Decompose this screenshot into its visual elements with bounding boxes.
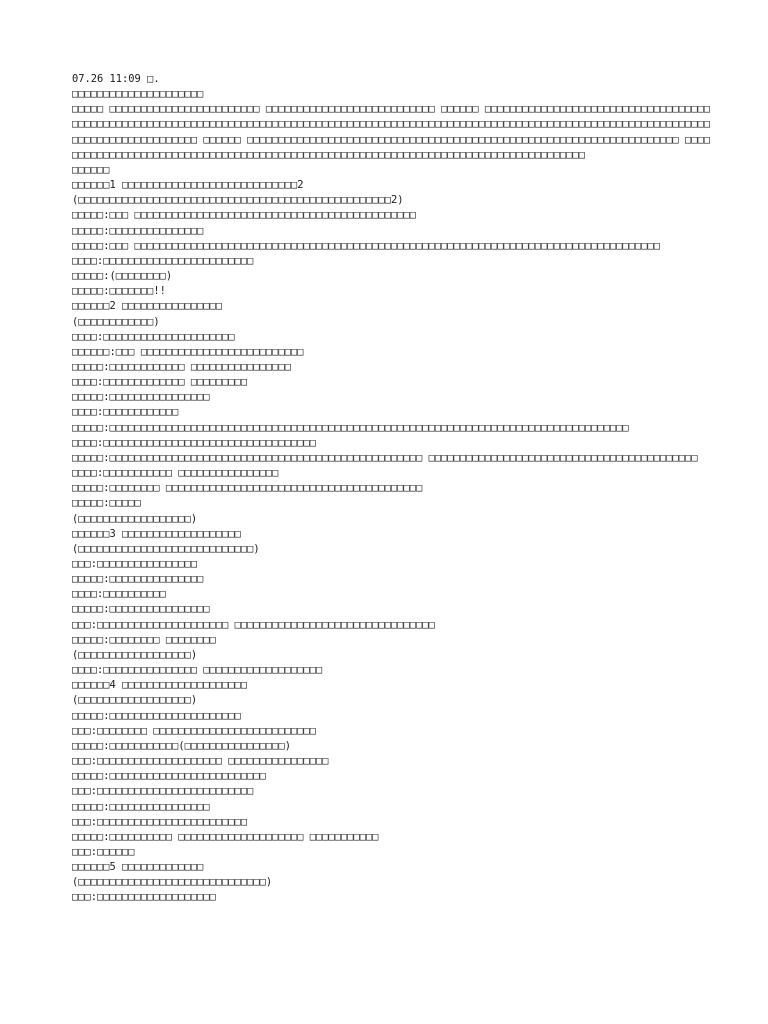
entry-1-field: □□□□□:□□□□□□□!!: [72, 285, 166, 298]
entry-3-field: □□□:□□□□□□□□□□□□□□□□: [72, 558, 198, 570]
entry-3-field: □□□□:□□□□□□□□□□: [72, 588, 166, 601]
entry-2-field: □□□□:□□□□□□□□□□□□□□□□□□□□□□□□□□□□□□□□□□: [72, 436, 316, 449]
entry-4-subtitle: (□□□□□□□□□□□□□□□□□□): [72, 694, 198, 707]
entry-4-field: □□□:□□□□□□□□□□□□□□□□□□□□□□□□: [72, 815, 248, 828]
entry-3-field: □□□:□□□□□□□□□□□□□□□□□□□□□ □□□□□□□□□□□□□□□□□□□□□□□□□□□□□□□□: [72, 618, 435, 631]
entry-2-note: (□□□□□□□□□□□□□□□□□□): [72, 512, 198, 525]
entry-4-field: □□□□□:□□□□□□□□□□□□□□□□□□□□□: [72, 709, 241, 722]
entry-1-subtitle: (□□□□□□□□□□□□□□□□□□□□□□□□□□□□□□□□□□□□□□□□□□□□□□□□□□2): [72, 194, 404, 207]
entry-3-field: □□□□□:□□□□□□□□□□□□□□□□: [72, 603, 210, 616]
entry-4-field: □□□:□□□□□□: [72, 845, 135, 858]
entry-3-note: (□□□□□□□□□□□□□□□□□□): [72, 648, 198, 661]
entry-2-field: □□□□□:□□□□□□□□ □□□□□□□□□□□□□□□□□□□□□□□□□□□□□□□□□□□□□□□□□: [72, 482, 423, 495]
entry-3-field: □□□□:□□□□□□□□□□□□□□□ □□□□□□□□□□□□□□□□□□□: [72, 664, 323, 677]
section-heading: □□□□□□: [72, 163, 110, 176]
entry-4-field: □□□:□□□□□□□□□□□□□□□□□□□□□□□□□: [72, 785, 254, 798]
entry-4-field: □□□:□□□□□□□□ □□□□□□□□□□□□□□□□□□□□□□□□□□: [72, 724, 316, 737]
entry-4-field: □□□□□:□□□□□□□□□□ □□□□□□□□□□□□□□□□□□□□ □□□□□□□□□□□: [72, 830, 379, 843]
entry-1-field: □□□□□:□□□ □□□□□□□□□□□□□□□□□□□□□□□□□□□□□□□□□□□□□□□□□□□□□□□□□□□□□□□□□□□□□□□□□□□□□□□□□□□□□□□□□□□□: [72, 239, 661, 252]
entry-4-field: □□□□□:□□□□□□□□□□□□□□□□□□□□□□□□□: [72, 770, 266, 783]
entry-2-field: □□□□□:□□□□□□□□□□□□ □□□□□□□□□□□□□□□□: [72, 360, 291, 373]
entry-4-field: □□□□□:□□□□□□□□□□□□□□□□: [72, 800, 210, 813]
entry-4-title: □□□□□□4 □□□□□□□□□□□□□□□□□□□□: [72, 679, 248, 692]
entry-2-title: □□□□□□2 □□□□□□□□□□□□□□□□: [72, 300, 223, 313]
entry-1-field: □□□□:□□□□□□□□□□□□□□□□□□□□□□□□: [72, 254, 254, 267]
entry-2-field: □□□□□:□□□□□□□□□□□□□□□□□□□□□□□□□□□□□□□□□□□□□□□□□□□□□□□□□□ □□□□□□□□□□□□□□□□□□□□□□□□□□□□□□□□□□□□□□□□□□□: [72, 451, 698, 464]
entry-5-subtitle: (□□□□□□□□□□□□□□□□□□□□□□□□□□□□□□): [72, 876, 273, 889]
entry-3-field: □□□□□:□□□□□□□□□□□□□□□: [72, 573, 204, 586]
entry-5-title: □□□□□□5 □□□□□□□□□□□□□: [72, 861, 204, 874]
document-title: □□□□□□□□□□□□□□□□□□□□□: [72, 88, 204, 101]
entry-3-field: □□□□□:□□□□□□□□ □□□□□□□□: [72, 633, 216, 646]
entry-2-field: □□□□:□□□□□□□□□□□□□□□□□□□□□: [72, 330, 235, 343]
entry-1-field: □□□□□:(□□□□□□□□): [72, 270, 173, 283]
entry-4-field: □□□□□:□□□□□□□□□□□(□□□□□□□□□□□□□□□□): [72, 739, 291, 752]
entry-1-field: □□□□□:□□□ □□□□□□□□□□□□□□□□□□□□□□□□□□□□□□□□□□□□□□□□□□□□□: [72, 209, 417, 222]
entry-1-field: □□□□□:□□□□□□□□□□□□□□□: [72, 224, 204, 237]
document-page: [72, 72, 712, 906]
entry-2-field: □□□□:□□□□□□□□□□□ □□□□□□□□□□□□□□□□: [72, 467, 279, 480]
entry-1-title: □□□□□□1 □□□□□□□□□□□□□□□□□□□□□□□□□□□□2: [72, 179, 304, 192]
entry-2-field: □□□□□:□□□□□□□□□□□□□□□□□□□□□□□□□□□□□□□□□□□□□□□□□□□□□□□□□□□□□□□□□□□□□□□□□□□□□□□□□□□□□□□□□□□: [72, 421, 629, 434]
entry-2-field: □□□□:□□□□□□□□□□□□□ □□□□□□□□□: [72, 376, 248, 389]
entry-5-field: □□□:□□□□□□□□□□□□□□□□□□□: [72, 891, 216, 904]
intro-paragraph: □□□□□ □□□□□□□□□□□□□□□□□□□□□□□□ □□□□□□□□□□□□□□□□□□□□□□□□□□□ □□□□□□ □□□□□□□□□□□□□□□□□□□□□□□□□□□□□□□□□□□□□□□□□□□□□□□□□□□□□□□□□□□□□□□□□□□□□□□□□□□□□□□□□□□□□□□□□□□□□□□□□□□□□□□□□□□□□□□□□□□□□□□□□□□□□□□□□□□□□□□□□□□□□□□□□□□□□□□□□□□□□□ □□□□□□ □□□□□□□□□□□□□□□□□□□□□□□□□□□□□□□□□□□□□□□□□□□□□□□□□□□□□□□□□□□□□□□□□□□□□ □□□□□□□□□□□□□□□□□□□□□□□□□□□□□□□□□□□□□□□□□□□□□□□□□□□□□□□□□□□□□□□□□□□□□□□□□□□□□□□□□□□□□□: [72, 103, 711, 161]
entry-2-field: □□□□□□:□□□ □□□□□□□□□□□□□□□□□□□□□□□□□□: [72, 345, 304, 358]
entry-2-field: □□□□□:□□□□□: [72, 497, 141, 510]
entry-2-field: □□□□□:□□□□□□□□□□□□□□□□: [72, 391, 210, 404]
entry-2-subtitle: (□□□□□□□□□□□□): [72, 315, 160, 328]
entry-3-subtitle: (□□□□□□□□□□□□□□□□□□□□□□□□□□□□): [72, 542, 260, 555]
entry-4-field: □□□:□□□□□□□□□□□□□□□□□□□□ □□□□□□□□□□□□□□□□: [72, 755, 329, 768]
entry-2-field: □□□□:□□□□□□□□□□□□: [72, 406, 179, 419]
timestamp-line: 07.26 11:09 □.: [72, 73, 160, 85]
entry-3-title: □□□□□□3 □□□□□□□□□□□□□□□□□□□: [72, 527, 241, 540]
